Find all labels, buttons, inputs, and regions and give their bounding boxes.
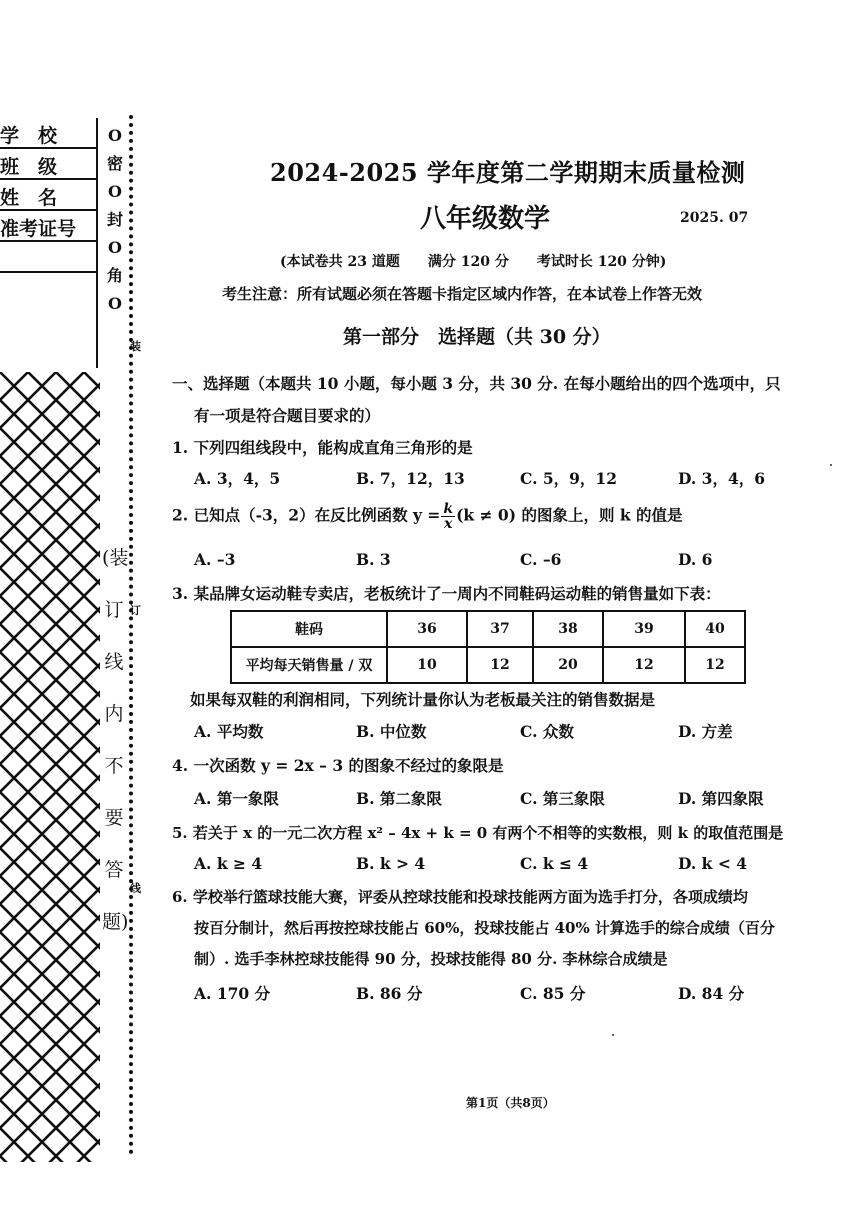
student-info-table [0,118,96,302]
q3-option-c: C. 众数 [520,722,574,741]
q2-stem [172,502,682,531]
exam-subject: 八年级数学 [420,204,551,234]
q4-option-d: D. 第四象限 [678,789,764,808]
side-label-zhuang: 装 [130,340,141,353]
warning-char: 题) [102,911,129,933]
q4-stem: 4. 一次函数 y = 2x – 3 的图象不经过的象限是 [172,756,504,775]
seal-char: O [108,182,122,201]
exam-id-field[interactable]: 准考证号 [0,211,96,242]
q1-option-a: A. 3，4，5 [194,469,281,488]
blank-field[interactable] [0,242,96,273]
info-table-border [96,118,98,368]
q3-option-d: D. 方差 [678,722,733,741]
q3-stem: 3. 某品牌女运动鞋专卖店，老板统计了一周内不同鞋码运动鞋的销售量如下表： [172,584,721,603]
exam-date: 2025. 07 [680,210,749,226]
seal-char: 密 [106,154,123,173]
exam-title: 2024-2025 学年度第二学期期末质量检测 [270,158,746,187]
class-field[interactable]: 班 级 [0,149,96,180]
binding-dotted-line [129,115,133,1155]
q5-option-d: D. k < 4 [678,854,747,873]
q4-option-a: A. 第一象限 [194,789,279,808]
name-field[interactable]: 姓 名 [0,180,96,211]
warning-char: (装 [102,547,129,569]
warning-char: 线 [104,651,124,673]
seal-column [104,122,126,318]
table-cell: 40 [685,611,745,647]
table-row [231,611,745,647]
seal-char: O [108,238,122,257]
warning-char: 不 [104,755,124,777]
q4-option-c: C. 第三象限 [520,789,605,808]
school-field[interactable]: 学 校 [0,118,96,149]
table-cell: 38 [533,611,603,647]
q6-stem-line2: 按百分制计，然后再按控球技能占 60%，投球技能占 40% 计算选手的综合成绩（百分 [194,919,775,937]
table-cell: 37 [467,611,533,647]
scan-speck [612,1034,614,1036]
exam-info: (本试卷共 23 道题 满分 120 分 考试时长 120 分钟) [280,254,667,270]
q2-option-a: A. –3 [194,550,236,569]
q6-option-a: A. 170 分 [194,984,271,1003]
q1-stem: 1. 下列四组线段中，能构成直角三角形的是 [172,438,473,457]
q5-option-c: C. k ≤ 4 [520,854,589,873]
seal-char: 角 [106,266,123,285]
q2-option-d: D. 6 [678,550,713,569]
shoe-sales-table [230,610,746,684]
warning-char: 答 [104,859,124,881]
table-header-size: 鞋码 [231,611,387,647]
q1-option-b: B. 7，12，13 [356,469,465,488]
q5-option-b: B. k > 4 [356,854,426,873]
side-label-ding: 订 [130,604,141,617]
q2-fraction [441,502,455,531]
scan-speck [830,464,832,466]
q2-stem-after: (k ≠ 0) 的图象上，则 k 的值是 [456,505,683,525]
table-row [231,647,745,683]
table-header-sales: 平均每天销售量 / 双 [231,647,387,683]
table-cell: 12 [467,647,533,683]
q3-stem-2: 如果每双鞋的利润相同，下列统计量你认为老板最关注的销售数据是 [190,690,656,709]
table-cell: 20 [533,647,603,683]
q2-option-b: B. 3 [356,550,391,569]
warning-char: 订 [104,599,124,621]
q6-option-d: D. 84 分 [678,984,745,1003]
q3-option-a: A. 平均数 [194,722,264,741]
q1-option-c: C. 5，9，12 [520,469,617,488]
q2-fraction-numerator: k [443,501,454,517]
q6-stem-line3: 制）. 选手李林控球技能得 90 分，投球技能得 80 分. 李林综合成绩是 [194,950,668,968]
q1-option-d: D. 3，4，6 [678,469,766,488]
warning-char: 内 [104,703,124,725]
q6-option-c: C. 85 分 [520,984,586,1003]
warning-char: 要 [104,807,124,829]
q6-option-b: B. 86 分 [356,984,423,1003]
exam-notice: 考生注意：所有试题必须在答题卡指定区域内作答，在本试卷上作答无效 [222,285,703,303]
seal-char: O [108,126,122,145]
q2-stem-before: 2. 已知点（-3，2）在反比例函数 y = [172,505,441,525]
q5-stem: 5. 若关于 x 的一元二次方程 x² – 4x + k = 0 有两个不相等的实数根，则 k 的取值范围是 [172,824,784,842]
table-cell: 12 [685,647,745,683]
q6-stem-line1: 6. 学校举行篮球技能大赛，评委从控球技能和投球技能两方面为选手打分，各项成绩均 [172,888,748,906]
q2-option-c: C. –6 [520,550,562,569]
table-cell: 12 [603,647,685,683]
page-footer: 第1页（共8页） [466,1096,555,1110]
table-cell: 39 [603,611,685,647]
q3-option-b: B. 中位数 [356,722,427,741]
q2-fraction-denominator: x [444,516,453,532]
blank-field-2 [0,273,96,302]
part1-instruction: 一、选择题（本题共 10 小题，每小题 3 分，共 30 分. 在每小题给出的四个选项中，只 [172,374,781,393]
seal-char: 封 [106,210,123,229]
table-cell: 10 [387,647,467,683]
q4-option-b: B. 第二象限 [356,789,442,808]
do-not-answer-warning [102,532,129,948]
side-label-xian: 线 [130,882,141,895]
table-cell: 36 [387,611,467,647]
part1-instruction-cont: 有一项是符合题目要求的） [194,406,381,425]
seal-char: O [108,294,122,313]
q5-option-a: A. k ≥ 4 [194,854,263,873]
part1-title: 第一部分 选择题（共 30 分） [343,326,611,348]
